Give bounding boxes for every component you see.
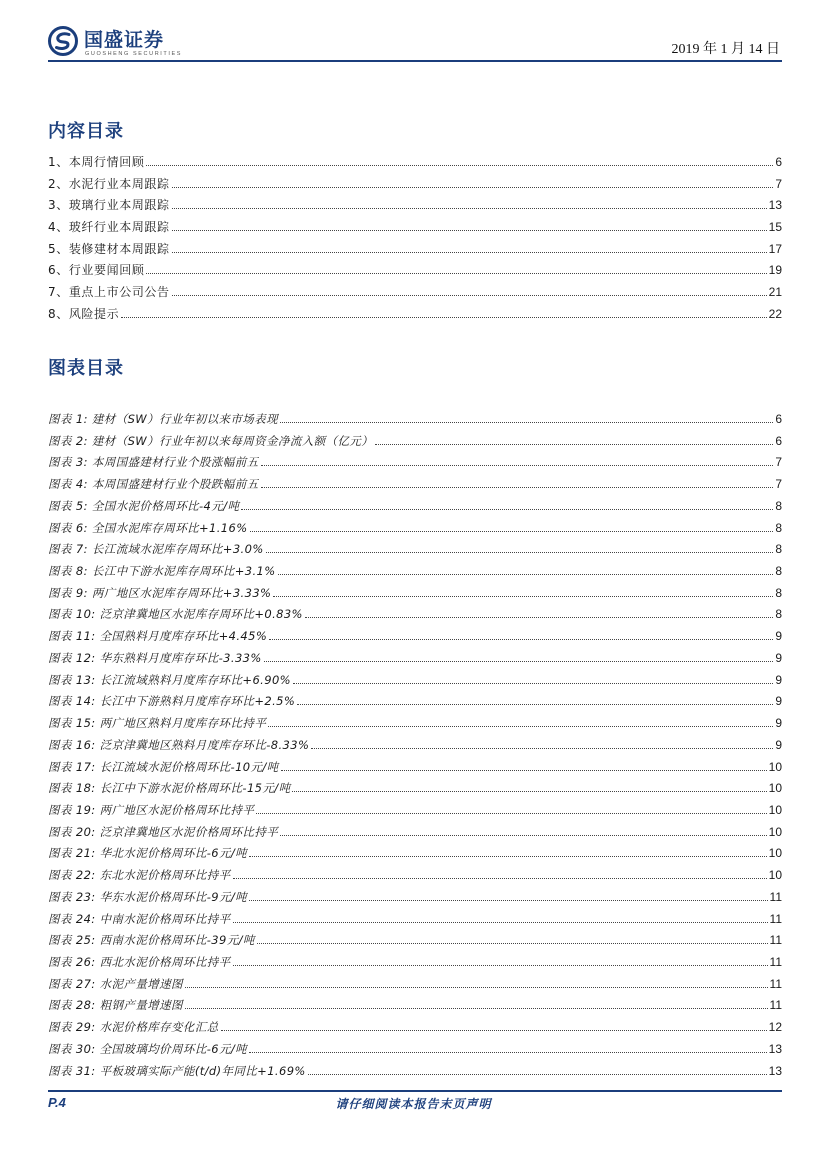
dot-leader: [305, 617, 773, 618]
toc-entry[interactable]: [48, 240, 782, 262]
dot-leader: [311, 748, 773, 749]
figure-entry-page: 11: [769, 998, 782, 1013]
figure-entry-page: 9: [775, 716, 782, 731]
figure-entry-page: 13: [768, 1041, 782, 1056]
toc-entry[interactable]: [48, 153, 782, 175]
figure-entry[interactable]: [48, 737, 782, 759]
figure-entry-label: 图表 23: 华东水泥价格周环比-9元/吨: [48, 889, 248, 904]
toc-title: 内容目录: [48, 121, 124, 142]
figure-entry[interactable]: [48, 932, 782, 954]
figure-entry[interactable]: [48, 889, 782, 911]
dot-leader: [185, 987, 768, 988]
dot-leader: [221, 1030, 767, 1031]
figure-entry[interactable]: [48, 845, 782, 867]
figure-entry-page: 8: [775, 498, 782, 513]
figure-entry[interactable]: [48, 411, 782, 433]
figure-entry-label: 图表 29: 水泥价格库存变化汇总: [48, 1020, 219, 1035]
dot-leader: [280, 422, 773, 423]
dot-leader: [146, 273, 766, 274]
toc-entry-label: 3、玻璃行业本周跟踪: [48, 198, 170, 213]
dot-leader: [280, 835, 767, 836]
figure-entry-page: 13: [768, 1063, 782, 1078]
figure-entry-page: 8: [775, 607, 782, 622]
toc-entry[interactable]: [48, 283, 782, 305]
figure-entry-page: 8: [775, 585, 782, 600]
logo-text: 国盛证券: [84, 29, 165, 51]
figure-entry[interactable]: [48, 1041, 782, 1063]
figure-entry-page: 9: [775, 694, 782, 709]
figure-entry-page: 10: [768, 781, 782, 796]
figure-entry-label: 图表 18: 长江中下游水泥价格周环比-15元/吨: [48, 781, 291, 796]
figure-entry[interactable]: [48, 911, 782, 933]
figure-entry-page: 10: [768, 868, 782, 883]
figure-entry-label: 图表 26: 西北水泥价格周环比持平: [48, 954, 231, 969]
figure-entry[interactable]: [48, 1019, 782, 1041]
figure-entry-page: 11: [769, 954, 782, 969]
figure-entry-page: 9: [775, 650, 782, 665]
dot-leader: [257, 943, 768, 944]
figure-entry-label: 图表 14: 长江中下游熟料月度库存环比+2.5%: [48, 694, 296, 709]
figure-entry-label: 图表 21: 华北水泥价格周环比-6元/吨: [48, 846, 248, 861]
figure-entry-label: 图表 6: 全国水泥库存周环比+1.16%: [48, 520, 248, 535]
figure-entry[interactable]: [48, 997, 782, 1019]
figure-entry-page: 6: [775, 412, 782, 426]
figure-entry-label: 图表 28: 粗钢产量增速图: [48, 998, 183, 1013]
figure-entry-label: 图表 27: 水泥产量增速图: [48, 976, 183, 991]
figure-entry-page: 7: [775, 455, 782, 470]
toc-entry[interactable]: [48, 261, 782, 283]
dot-leader: [249, 1052, 767, 1053]
dot-leader: [278, 574, 774, 575]
figure-entry-label: 图表 17: 长江流域水泥价格周环比-10元/吨: [48, 759, 279, 774]
figure-entry-page: 10: [768, 846, 782, 861]
dot-leader: [172, 252, 767, 253]
dot-leader: [146, 165, 773, 166]
figure-entry-label: 图表 10: 泛京津冀地区水泥库存周环比+0.83%: [48, 607, 303, 622]
header-divider: [48, 60, 782, 62]
figure-entry-page: 9: [775, 672, 782, 687]
figure-entry[interactable]: [48, 628, 782, 650]
toc-entry-label: 7、重点上市公司公告: [48, 285, 170, 300]
figure-entry-label: 图表 8: 长江中下游水泥库存周环比+3.1%: [48, 564, 276, 579]
figure-entry-page: 9: [775, 629, 782, 644]
dot-leader: [308, 1074, 767, 1075]
figure-entry-label: 图表 12: 华东熟料月度库存环比-3.33%: [48, 650, 262, 665]
footer-divider: [48, 1090, 782, 1092]
figure-entry-label: 图表 15: 两广地区熟料月度库存环比持平: [48, 716, 267, 731]
dot-leader: [375, 444, 773, 445]
toc-entry-page: 15: [768, 220, 782, 235]
dot-leader: [233, 965, 768, 966]
dot-leader: [250, 531, 774, 532]
figure-entry[interactable]: [48, 606, 782, 628]
toc-entry[interactable]: [48, 175, 782, 197]
figure-entry-page: 8: [775, 542, 782, 557]
figure-entry-label: 图表 9: 两广地区水泥库存周环比+3.33%: [48, 585, 272, 600]
figure-entry-page: 9: [775, 737, 782, 752]
figure-entry[interactable]: [48, 563, 782, 585]
toc-entry-page: 13: [768, 198, 782, 213]
figure-entry[interactable]: [48, 476, 782, 498]
figure-entry[interactable]: [48, 867, 782, 889]
figure-entry-page: 8: [775, 520, 782, 535]
figure-entry-page: 11: [769, 976, 782, 991]
dot-leader: [281, 770, 767, 771]
figure-entry-page: 10: [768, 802, 782, 817]
figure-entry[interactable]: [48, 802, 782, 824]
toc-entry-page: 17: [768, 241, 782, 256]
toc-entry-page: 22: [768, 306, 782, 321]
figure-entry[interactable]: [48, 672, 782, 694]
dot-leader: [261, 487, 774, 488]
toc-entry-page: 6: [775, 155, 782, 169]
figure-entry[interactable]: [48, 454, 782, 476]
dot-leader: [249, 900, 767, 901]
figure-entry-label: 图表 20: 泛京津冀地区水泥价格周环比持平: [48, 824, 279, 839]
dot-leader: [264, 661, 774, 662]
figure-entry[interactable]: [48, 759, 782, 781]
toc-entry-page: 7: [775, 176, 782, 191]
figure-entry-page: 12: [768, 1020, 782, 1035]
dot-leader: [292, 791, 766, 792]
dot-leader: [249, 856, 767, 857]
dot-leader: [185, 1008, 768, 1009]
dot-leader: [293, 683, 773, 684]
toc-entry-label: 6、行业要闻回顾: [48, 263, 145, 278]
figure-entry[interactable]: [48, 715, 782, 737]
figure-entry[interactable]: [48, 1063, 782, 1085]
dot-leader: [297, 704, 773, 705]
company-logo: [48, 24, 208, 60]
figure-entry[interactable]: [48, 541, 782, 563]
dot-leader: [172, 230, 767, 231]
dot-leader: [172, 187, 774, 188]
figure-entry[interactable]: [48, 693, 782, 715]
figure-entry-label: 图表 3: 本周国盛建材行业个股涨幅前五: [48, 455, 259, 470]
figure-entry[interactable]: [48, 780, 782, 802]
figure-entry-page: 11: [769, 933, 782, 948]
figure-entry-label: 图表 2: 建材（SW）行业年初以来每周资金净流入额（亿元）: [48, 433, 374, 448]
figure-entry-label: 图表 5: 全国水泥价格周环比-4元/吨: [48, 498, 240, 513]
dot-leader: [233, 878, 767, 879]
figure-entry-label: 图表 11: 全国熟料月度库存环比+4.45%: [48, 629, 268, 644]
figures-list: [48, 411, 782, 1084]
figure-entry-label: 图表 24: 中南水泥价格周环比持平: [48, 911, 231, 926]
dot-leader: [261, 465, 774, 466]
footer-disclaimer: 请仔细阅读本报告末页声明: [335, 1097, 492, 1111]
toc-entry[interactable]: [48, 218, 782, 240]
figure-entry-page: 11: [769, 889, 782, 904]
figures-title: 图表目录: [48, 358, 124, 379]
toc-entry-label: 2、水泥行业本周跟踪: [48, 176, 170, 191]
dot-leader: [241, 509, 773, 510]
figure-entry-label: 图表 1: 建材（SW）行业年初以来市场表现: [48, 412, 278, 426]
logo-mark-icon: [48, 26, 78, 56]
figure-entry[interactable]: [48, 954, 782, 976]
figure-entry-page: 8: [775, 564, 782, 579]
figure-entry[interactable]: [48, 585, 782, 607]
page-header: [48, 24, 782, 60]
figure-entry[interactable]: [48, 976, 782, 998]
dot-leader: [266, 552, 774, 553]
figure-entry-label: 图表 30: 全国玻璃均价周环比-6元/吨: [48, 1041, 248, 1056]
dot-leader: [269, 639, 773, 640]
dot-leader: [172, 295, 767, 296]
report-date: 2019 年 1 月 14 日: [671, 42, 780, 57]
figure-entry-label: 图表 31: 平板玻璃实际产能(t/d)年同比+1.69%: [48, 1063, 306, 1078]
figure-entry-label: 图表 7: 长江流域水泥库存周环比+3.0%: [48, 542, 264, 557]
dot-leader: [233, 922, 768, 923]
figure-entry[interactable]: [48, 824, 782, 846]
toc-entry-page: 19: [768, 263, 782, 278]
dot-leader: [273, 596, 773, 597]
toc-entry-label: 8、风险提示: [48, 306, 120, 321]
figure-entry-label: 图表 16: 泛京津冀地区熟料月度库存环比-8.33%: [48, 737, 310, 752]
toc-entry[interactable]: [48, 196, 782, 218]
toc-entry[interactable]: [48, 305, 782, 327]
dot-leader: [172, 208, 767, 209]
dot-leader: [268, 726, 773, 727]
figure-entry-label: 图表 25: 西南水泥价格周环比-39元/吨: [48, 933, 255, 948]
figure-entry-label: 图表 22: 东北水泥价格周环比持平: [48, 868, 231, 883]
figure-entry[interactable]: [48, 433, 782, 455]
figure-entry-page: 10: [768, 824, 782, 839]
figure-entry[interactable]: [48, 520, 782, 542]
toc-entry-label: 4、玻纤行业本周跟踪: [48, 220, 170, 235]
toc-entry-label: 5、装修建材本周跟踪: [48, 241, 170, 256]
toc-list: [48, 153, 782, 327]
figure-entry-label: 图表 13: 长江流域熟料月度库存环比+6.90%: [48, 672, 291, 687]
dot-leader: [256, 813, 766, 814]
figure-entry-label: 图表 19: 两广地区水泥价格周环比持平: [48, 802, 255, 817]
figure-entry[interactable]: [48, 650, 782, 672]
logo-subtitle: GUOSHENG SECURITIES: [85, 51, 183, 57]
dot-leader: [121, 317, 766, 318]
figure-entry[interactable]: [48, 498, 782, 520]
figure-entry-page: 11: [769, 911, 782, 926]
figure-entry-page: 7: [775, 477, 782, 492]
toc-entry-label: 1、本周行情回顾: [48, 155, 145, 169]
page-number: P.4: [48, 1095, 66, 1110]
toc-entry-page: 21: [768, 285, 782, 300]
figure-entry-page: 6: [775, 433, 782, 448]
figure-entry-page: 10: [768, 759, 782, 774]
figure-entry-label: 图表 4: 本周国盛建材行业个股跌幅前五: [48, 477, 259, 492]
